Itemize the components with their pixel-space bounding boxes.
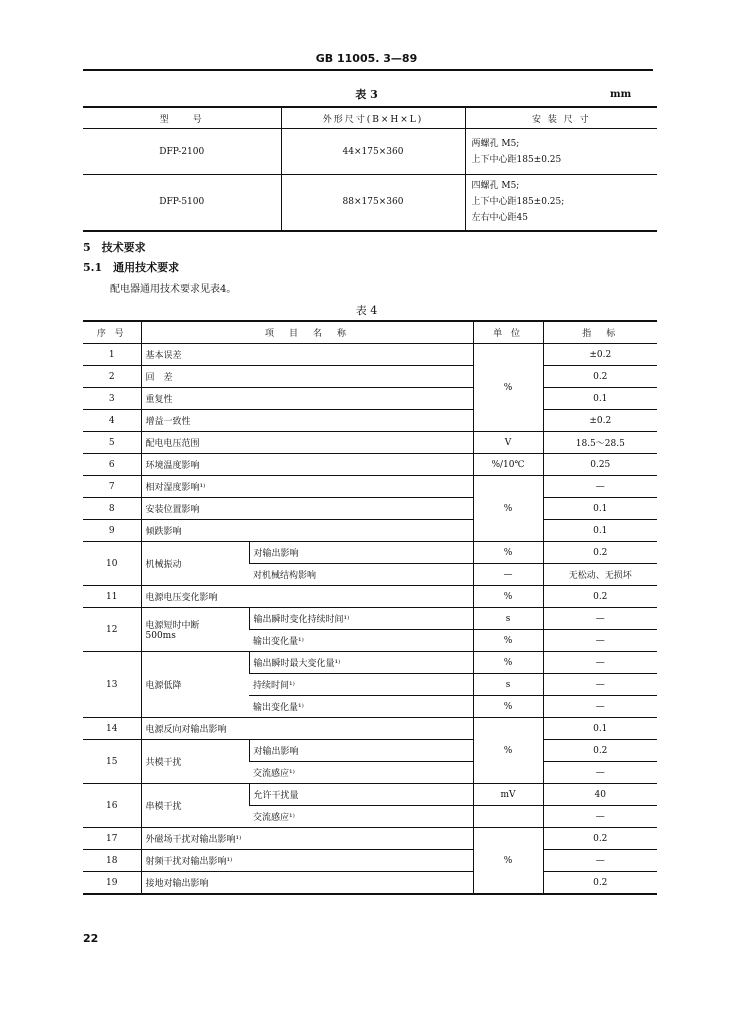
table3 — [83, 106, 657, 232]
install-cell — [465, 129, 657, 175]
value-cell: — — [543, 652, 657, 674]
row-no: 15 — [83, 740, 141, 784]
install-line: 上下中心距185±0.25 — [471, 154, 562, 165]
sub-item: 持续时间¹⁾ — [249, 674, 473, 696]
item-name: 电源反向对输出影响 — [141, 718, 473, 740]
value-cell: 0.1 — [543, 388, 657, 410]
row-no: 18 — [83, 850, 141, 872]
item-name-line: 500ms — [145, 631, 176, 641]
table-row — [83, 718, 657, 740]
row-no: 1 — [83, 344, 141, 366]
unit-cell: % — [473, 718, 543, 784]
item-name: 电源低降 — [141, 652, 249, 718]
value-cell: 40 — [543, 784, 657, 806]
value-cell: ±0.2 — [543, 344, 657, 366]
value-cell: ±0.2 — [543, 410, 657, 432]
install-line: 上下中心距185±0.25; — [471, 197, 565, 208]
model-cell: DFP-2100 — [83, 129, 281, 175]
item-name: 倾跌影响 — [141, 520, 473, 542]
row-no: 9 — [83, 520, 141, 542]
row-no: 19 — [83, 872, 141, 895]
row-no: 17 — [83, 828, 141, 850]
col-item-header: 项 目 名 称 — [141, 321, 473, 344]
value-cell: 0.1 — [543, 520, 657, 542]
table-row — [83, 608, 657, 630]
sub-item: 输出瞬时最大变化量¹⁾ — [249, 652, 473, 674]
table4-header-row — [83, 321, 657, 344]
unit-cell: % — [473, 828, 543, 895]
row-no: 10 — [83, 542, 141, 586]
sub-item: 输出瞬时变化持续时间¹⁾ — [249, 608, 473, 630]
row-no: 11 — [83, 586, 141, 608]
value-cell: — — [543, 762, 657, 784]
table-row — [83, 586, 657, 608]
item-name: 相对湿度影响¹⁾ — [141, 476, 473, 498]
table-row — [83, 432, 657, 454]
unit-cell: % — [473, 652, 543, 674]
item-name: 回 差 — [141, 366, 473, 388]
row-no: 4 — [83, 410, 141, 432]
item-name: 电源电压变化影响 — [141, 586, 473, 608]
install-line: 左右中心距45 — [471, 213, 528, 224]
table-row — [83, 454, 657, 476]
row-no: 8 — [83, 498, 141, 520]
row-no: 14 — [83, 718, 141, 740]
row-no: 6 — [83, 454, 141, 476]
col-install-header: 安 装 尺 寸 — [465, 107, 657, 129]
row-no: 2 — [83, 366, 141, 388]
value-cell: 0.2 — [543, 740, 657, 762]
table-row — [83, 872, 657, 895]
unit-cell: %/10℃ — [473, 454, 543, 476]
unit-cell: % — [473, 476, 543, 542]
value-cell: — — [543, 630, 657, 652]
unit-cell: — — [473, 564, 543, 586]
header-rule — [83, 69, 653, 71]
item-name: 安装位置影响 — [141, 498, 473, 520]
row-no: 7 — [83, 476, 141, 498]
table-row — [83, 175, 657, 231]
unit-cell: s — [473, 674, 543, 696]
sub-item: 对输出影响 — [249, 542, 473, 564]
value-cell: 0.2 — [543, 872, 657, 895]
unit-cell: % — [473, 630, 543, 652]
page-number: 22 — [83, 932, 99, 945]
value-cell: 0.1 — [543, 718, 657, 740]
table-row — [83, 542, 657, 564]
table-row — [83, 850, 657, 872]
value-cell: — — [543, 608, 657, 630]
table3-title: 表 3 — [355, 88, 378, 101]
sub-item: 输出变化量¹⁾ — [249, 696, 473, 718]
value-cell: — — [543, 674, 657, 696]
install-line: 四螺孔 M5; — [471, 181, 520, 192]
table-row — [83, 344, 657, 366]
item-name: 共模干扰 — [141, 740, 249, 784]
sub-item: 输出变化量¹⁾ — [249, 630, 473, 652]
value-cell: — — [543, 476, 657, 498]
sub-item: 对机械结构影响 — [249, 564, 473, 586]
unit-cell: % — [473, 542, 543, 564]
item-name: 重复性 — [141, 388, 473, 410]
value-cell: — — [543, 850, 657, 872]
value-cell: 0.2 — [543, 366, 657, 388]
col-no-header: 序 号 — [96, 329, 127, 339]
table4 — [83, 320, 657, 895]
section-5-1-text: 配电器通用技术要求见表4。 — [110, 284, 237, 295]
sub-item: 交流感应¹⁾ — [249, 806, 473, 828]
item-name: 配电电压范围 — [141, 432, 473, 454]
unit-cell: % — [473, 586, 543, 608]
item-name — [141, 608, 249, 652]
table-row — [83, 828, 657, 850]
section-5-heading: 5 技术要求 — [83, 241, 146, 254]
table-row — [83, 498, 657, 520]
item-name-line: 电源短时中断 — [145, 621, 200, 631]
table3-unit: mm — [610, 89, 632, 100]
table-row — [83, 652, 657, 674]
col-dims-header: 外形尺寸(B×H×L) — [281, 107, 465, 129]
table-row — [83, 740, 657, 762]
unit-cell: % — [473, 696, 543, 718]
unit-cell: mV — [473, 784, 543, 806]
standard-number: GB 11005. 3—89 — [315, 52, 418, 65]
col-value-header: 指 标 — [543, 321, 657, 344]
item-name: 基本误差 — [141, 344, 473, 366]
dims-cell: 44×175×360 — [281, 129, 465, 175]
row-no: 13 — [83, 652, 141, 718]
table-row — [83, 784, 657, 806]
value-cell: 0.2 — [543, 542, 657, 564]
value-cell: 0.25 — [543, 454, 657, 476]
table-row — [83, 388, 657, 410]
row-no: 16 — [83, 784, 141, 828]
col-unit-header: 单 位 — [473, 321, 543, 344]
section-5-1-heading: 5.1 通用技术要求 — [83, 261, 180, 274]
install-cell — [465, 175, 657, 231]
table-row — [83, 520, 657, 542]
value-cell: 0.1 — [543, 498, 657, 520]
model-cell: DFP-5100 — [83, 175, 281, 231]
unit-cell: % — [473, 344, 543, 432]
table-row — [83, 129, 657, 175]
table3-header-row — [83, 107, 657, 129]
item-name: 环境温度影响 — [141, 454, 473, 476]
unit-cell: s — [473, 608, 543, 630]
table-row — [83, 476, 657, 498]
value-cell: 0.2 — [543, 828, 657, 850]
unit-cell: V — [473, 432, 543, 454]
value-cell: — — [543, 806, 657, 828]
row-no: 5 — [83, 432, 141, 454]
table-row — [83, 410, 657, 432]
item-name: 接地对输出影响 — [141, 872, 473, 895]
unit-cell — [473, 806, 543, 828]
value-cell: 0.2 — [543, 586, 657, 608]
dims-cell: 88×175×360 — [281, 175, 465, 231]
table4-title: 表 4 — [355, 304, 378, 317]
table-row — [83, 366, 657, 388]
sub-item: 对输出影响 — [249, 740, 473, 762]
sub-item: 允许干扰量 — [249, 784, 473, 806]
item-name: 射频干扰对输出影响¹⁾ — [141, 850, 473, 872]
sub-item: 交流感应¹⁾ — [249, 762, 473, 784]
item-name: 串模干扰 — [141, 784, 249, 828]
value-cell: 18.5～28.5 — [543, 432, 657, 454]
value-cell: — — [543, 696, 657, 718]
value-cell: 无松动、无损坏 — [543, 564, 657, 586]
col-model-header: 型 号 — [159, 114, 204, 125]
item-name: 机械振动 — [141, 542, 249, 586]
item-name: 增益一致性 — [141, 410, 473, 432]
install-line: 两螺孔 M5; — [471, 138, 520, 149]
item-name: 外磁场干扰对输出影响¹⁾ — [141, 828, 473, 850]
row-no: 3 — [83, 388, 141, 410]
row-no: 12 — [83, 608, 141, 652]
